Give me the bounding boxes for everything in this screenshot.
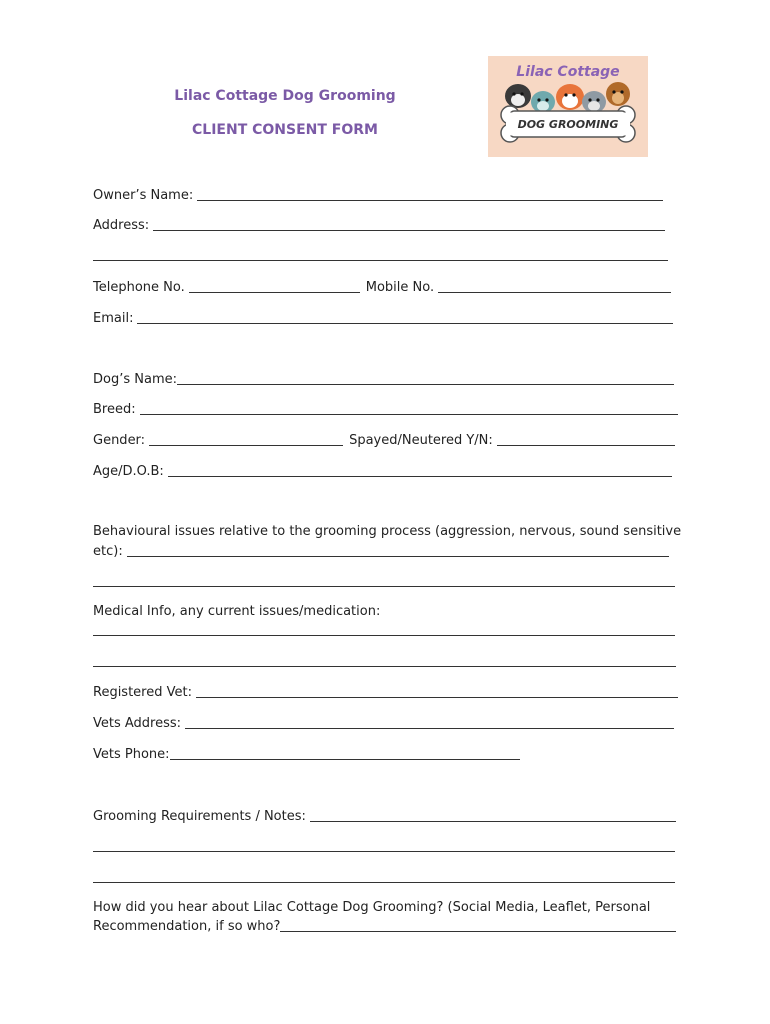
gender-label: Gender: [93, 433, 146, 448]
logo-top-text: Lilac Cottage [516, 64, 620, 80]
telephone-field[interactable] [189, 292, 360, 293]
medical-info-label: Medical Info, any current issues/medication: [93, 604, 381, 619]
age-label: Age/D.O.B: [93, 464, 164, 479]
email-field[interactable] [137, 323, 673, 324]
referral-field[interactable] [280, 931, 676, 932]
referral-who-label: Recommendation, if so who? [93, 919, 281, 934]
dog-name-field[interactable] [177, 384, 674, 385]
address-row [93, 214, 665, 234]
breed-field[interactable] [140, 414, 678, 415]
address-label: Address: [93, 218, 150, 233]
medical-field-line-2[interactable] [93, 666, 676, 667]
behaviour-field-line-2[interactable] [93, 586, 675, 587]
mobile-label: Mobile No. [365, 280, 435, 295]
referral-row [93, 915, 676, 935]
breed-label: Breed: [93, 402, 136, 417]
grooming-field-line-2[interactable] [93, 851, 675, 852]
vets-address-field[interactable] [185, 728, 674, 729]
behaviour-etc-label: etc): [93, 544, 123, 559]
spayed-label: Spayed/Neutered Y/N: [349, 433, 493, 448]
dog-name-row [93, 368, 674, 388]
behaviour-row [93, 540, 669, 560]
vets-phone-field[interactable] [170, 759, 520, 760]
behaviour-field[interactable] [127, 556, 669, 557]
dog-heads-icon [505, 82, 630, 113]
address-field[interactable] [153, 230, 665, 231]
logo-bone-text: DOG GROOMING [517, 118, 619, 131]
grooming-row [93, 805, 676, 825]
age-row [93, 460, 672, 480]
address-field-line-2[interactable] [93, 260, 668, 261]
grooming-label: Grooming Requirements / Notes: [93, 809, 306, 824]
grooming-field-line-3[interactable] [93, 882, 675, 883]
business-name-heading: Lilac Cottage Dog Grooming [174, 88, 396, 104]
dog-name-label: Dog’s Name: [93, 372, 177, 387]
age-field[interactable] [168, 476, 672, 477]
vets-address-row [93, 712, 674, 732]
registered-vet-field[interactable] [196, 697, 678, 698]
telephone-row [93, 276, 671, 296]
behaviour-question: Behavioural issues relative to the grooming process (aggression, nervous, sound sensitive [93, 524, 682, 539]
referral-question: How did you hear about Lilac Cottage Dog Grooming? (Social Media, Leaflet, Personal [93, 900, 651, 915]
owner-name-row [93, 184, 663, 204]
vets-phone-label: Vets Phone: [93, 747, 170, 762]
form-title: CLIENT CONSENT FORM [192, 122, 378, 138]
gender-field[interactable] [149, 445, 343, 446]
email-label: Email: [93, 311, 134, 326]
vets-address-label: Vets Address: [93, 716, 182, 731]
breed-row [93, 398, 678, 418]
registered-vet-label: Registered Vet: [93, 685, 192, 700]
grooming-field[interactable] [310, 821, 676, 822]
owner-name-field[interactable] [197, 200, 663, 201]
medical-field-line-1[interactable] [93, 635, 675, 636]
dogs-on-bone-logo-icon [488, 56, 648, 157]
spayed-field[interactable] [497, 445, 675, 446]
email-row [93, 307, 673, 327]
gender-row [93, 429, 675, 449]
telephone-label: Telephone No. [93, 280, 185, 295]
registered-vet-row [93, 681, 678, 701]
vets-phone-row [93, 743, 520, 763]
owner-name-label: Owner’s Name: [93, 188, 194, 203]
dog-grooming-logo [488, 56, 648, 157]
mobile-field[interactable] [438, 292, 671, 293]
